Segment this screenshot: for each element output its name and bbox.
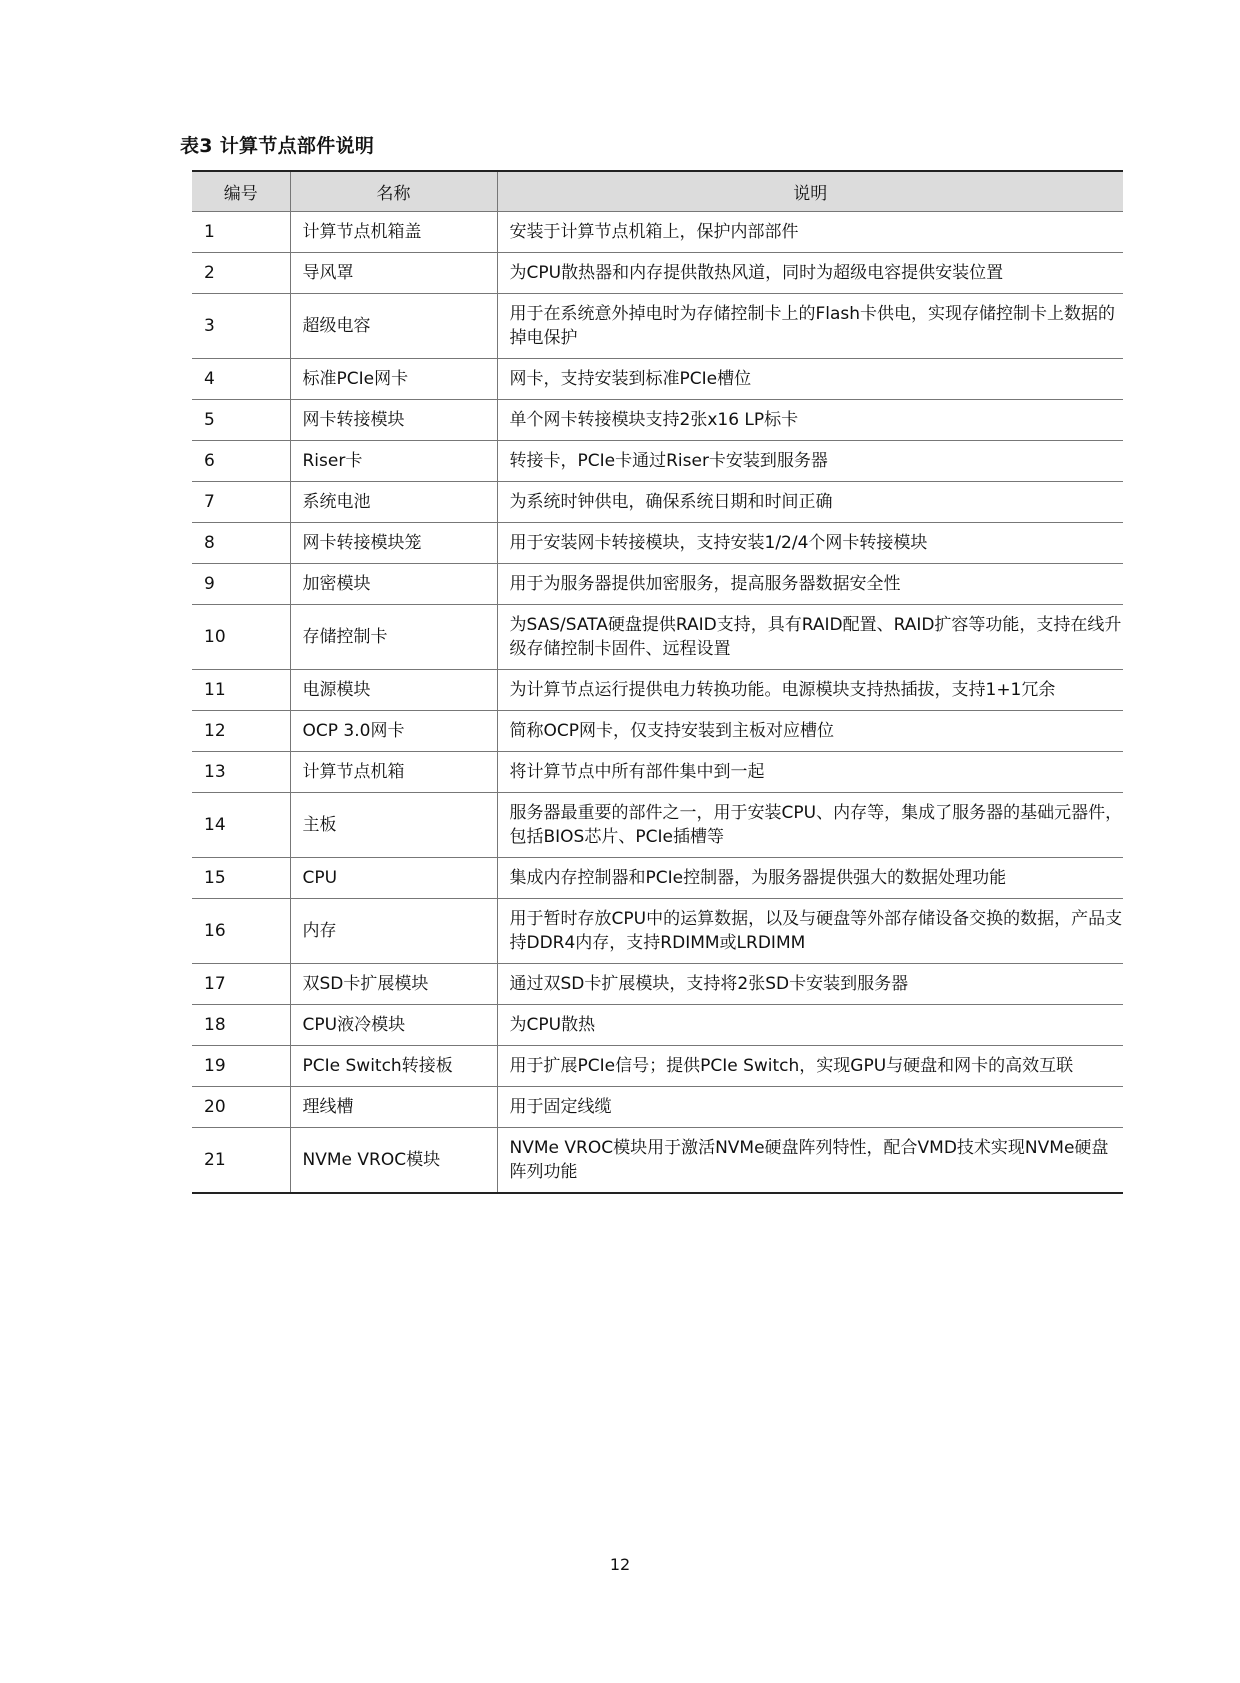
row-description: 用于安装网卡转接模块，支持安装1/2/4个网卡转接模块 <box>497 523 1123 564</box>
header-number: 编号 <box>192 171 290 212</box>
row-description: 安装于计算节点机箱上，保护内部部件 <box>497 212 1123 253</box>
row-number: 5 <box>192 400 290 441</box>
table-caption: 表3 计算节点部件说明 <box>180 135 375 157</box>
row-description: NVMe VROC模块用于激活NVMe硬盘阵列特性，配合VMD技术实现NVMe硬盘阵列功能 <box>497 1128 1123 1194</box>
page-number: 12 <box>609 1555 631 1574</box>
row-description: 为系统时钟供电，确保系统日期和时间正确 <box>497 482 1123 523</box>
row-name: OCP 3.0网卡 <box>290 711 497 752</box>
table-row <box>192 858 1123 899</box>
header-name: 名称 <box>290 171 497 212</box>
row-description: 为CPU散热器和内存提供散热风道，同时为超级电容提供安装位置 <box>497 253 1123 294</box>
table-row <box>192 1128 1123 1194</box>
parts-table <box>192 170 1123 1194</box>
row-name: PCIe Switch转接板 <box>290 1046 497 1087</box>
table-row <box>192 1046 1123 1087</box>
row-number: 7 <box>192 482 290 523</box>
row-description: 用于暂时存放CPU中的运算数据，以及与硬盘等外部存储设备交换的数据，产品支持DDR4内存，支持RDIMM或LRDIMM <box>497 899 1123 964</box>
row-name: 双SD卡扩展模块 <box>290 964 497 1005</box>
row-name: 网卡转接模块 <box>290 400 497 441</box>
row-name: 加密模块 <box>290 564 497 605</box>
table-row <box>192 400 1123 441</box>
row-name: 内存 <box>290 899 497 964</box>
row-description: 用于扩展PCIe信号；提供PCIe Switch，实现GPU与硬盘和网卡的高效互联 <box>497 1046 1123 1087</box>
row-description: 单个网卡转接模块支持2张x16 LP标卡 <box>497 400 1123 441</box>
row-description: 服务器最重要的部件之一，用于安装CPU、内存等，集成了服务器的基础元器件，包括BIOS芯片、PCIe插槽等 <box>497 793 1123 858</box>
row-number: 19 <box>192 1046 290 1087</box>
row-name: 电源模块 <box>290 670 497 711</box>
row-number: 20 <box>192 1087 290 1128</box>
row-name: 超级电容 <box>290 294 497 359</box>
row-number: 21 <box>192 1128 290 1194</box>
table-row <box>192 793 1123 858</box>
table-row <box>192 482 1123 523</box>
row-description: 用于为服务器提供加密服务，提高服务器数据安全性 <box>497 564 1123 605</box>
row-name: 存储控制卡 <box>290 605 497 670</box>
row-description: 集成内存控制器和PCIe控制器，为服务器提供强大的数据处理功能 <box>497 858 1123 899</box>
row-name: Riser卡 <box>290 441 497 482</box>
row-number: 14 <box>192 793 290 858</box>
row-number: 11 <box>192 670 290 711</box>
row-description: 网卡，支持安装到标准PCIe槽位 <box>497 359 1123 400</box>
row-name: 计算节点机箱盖 <box>290 212 497 253</box>
row-number: 6 <box>192 441 290 482</box>
row-name: 导风罩 <box>290 253 497 294</box>
row-number: 3 <box>192 294 290 359</box>
row-description: 用于在系统意外掉电时为存储控制卡上的Flash卡供电，实现存储控制卡上数据的掉电保护 <box>497 294 1123 359</box>
table-row <box>192 670 1123 711</box>
row-name: 标准PCIe网卡 <box>290 359 497 400</box>
table-row <box>192 212 1123 253</box>
row-number: 12 <box>192 711 290 752</box>
row-name: 计算节点机箱 <box>290 752 497 793</box>
row-description: 通过双SD卡扩展模块，支持将2张SD卡安装到服务器 <box>497 964 1123 1005</box>
row-number: 1 <box>192 212 290 253</box>
row-number: 13 <box>192 752 290 793</box>
row-description: 为计算节点运行提供电力转换功能。电源模块支持热插拔，支持1+1冗余 <box>497 670 1123 711</box>
table-row <box>192 964 1123 1005</box>
table-row <box>192 253 1123 294</box>
row-name: 系统电池 <box>290 482 497 523</box>
row-description: 将计算节点中所有部件集中到一起 <box>497 752 1123 793</box>
row-number: 4 <box>192 359 290 400</box>
table-header-row <box>192 171 1123 212</box>
table-row <box>192 294 1123 359</box>
table-row <box>192 1005 1123 1046</box>
row-description: 为CPU散热 <box>497 1005 1123 1046</box>
row-number: 17 <box>192 964 290 1005</box>
table-row <box>192 605 1123 670</box>
table-row <box>192 1087 1123 1128</box>
row-description: 用于固定线缆 <box>497 1087 1123 1128</box>
row-description: 为SAS/SATA硬盘提供RAID支持，具有RAID配置、RAID扩容等功能，支持在线升级存储控制卡固件、远程设置 <box>497 605 1123 670</box>
row-number: 10 <box>192 605 290 670</box>
table-row <box>192 711 1123 752</box>
row-name: 主板 <box>290 793 497 858</box>
row-name: 网卡转接模块笼 <box>290 523 497 564</box>
row-name: NVMe VROC模块 <box>290 1128 497 1194</box>
row-name: CPU <box>290 858 497 899</box>
row-number: 9 <box>192 564 290 605</box>
table-row <box>192 523 1123 564</box>
table-row <box>192 564 1123 605</box>
table-row <box>192 441 1123 482</box>
row-number: 18 <box>192 1005 290 1046</box>
row-description: 转接卡，PCIe卡通过Riser卡安装到服务器 <box>497 441 1123 482</box>
header-description: 说明 <box>497 171 1123 212</box>
table-row <box>192 752 1123 793</box>
table-row <box>192 359 1123 400</box>
row-number: 8 <box>192 523 290 564</box>
row-number: 2 <box>192 253 290 294</box>
row-number: 15 <box>192 858 290 899</box>
row-name: 理线槽 <box>290 1087 497 1128</box>
row-number: 16 <box>192 899 290 964</box>
row-name: CPU液冷模块 <box>290 1005 497 1046</box>
table-row <box>192 899 1123 964</box>
row-description: 简称OCP网卡，仅支持安装到主板对应槽位 <box>497 711 1123 752</box>
